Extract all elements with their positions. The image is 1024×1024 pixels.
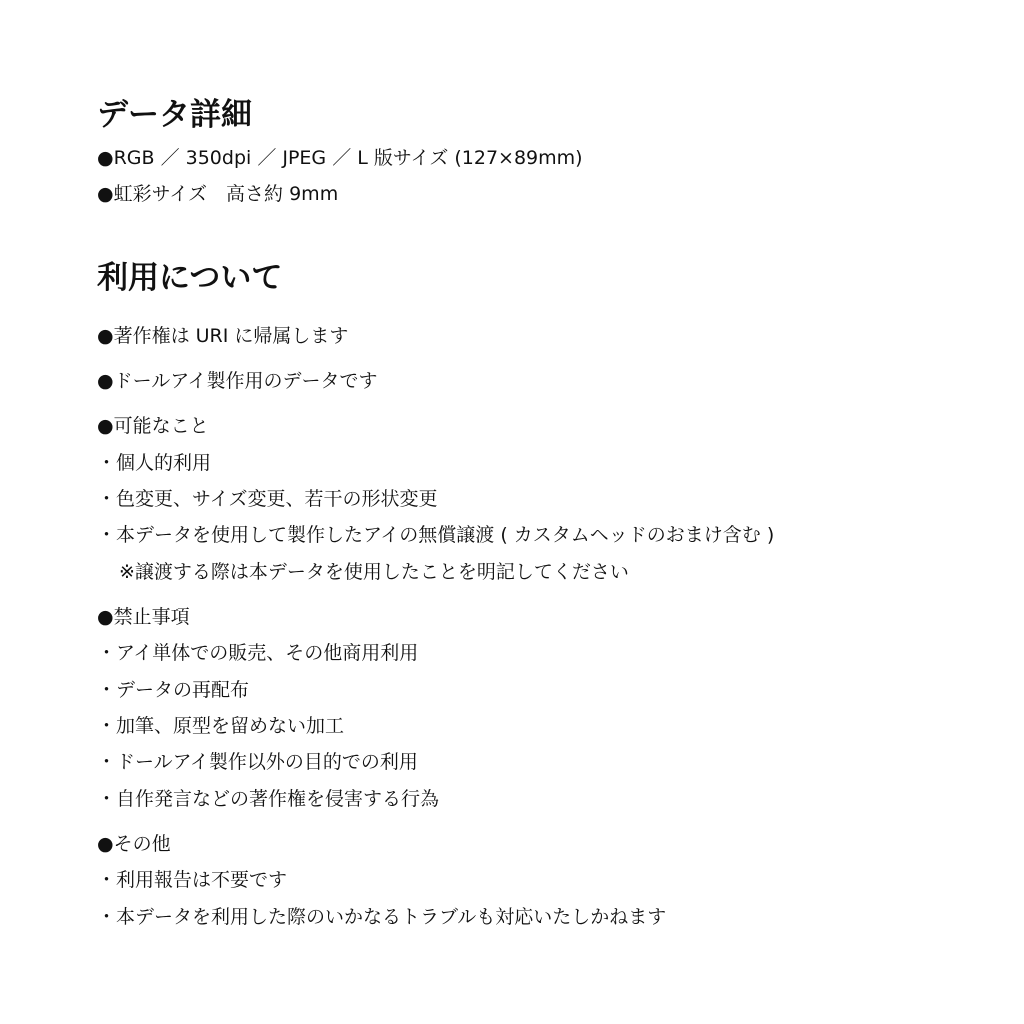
allowed-title: ●可能なこと [97,415,209,437]
prohibited-item: ・加筆、原型を留めない加工 [97,715,345,737]
allowed-item: ・色変更、サイズ変更、若干の形状変更 [97,488,438,510]
data-detail-heading: データ詳細 [97,97,252,133]
other-item: ・利用報告は不要です [97,869,288,891]
prohibited-item: ・データの再配布 [97,679,250,701]
allowed-item: ・本データを使用して製作したアイの無償譲渡 ( カスタムヘッドのおまけ含む ) [97,524,775,546]
allowed-note: ※譲渡する際は本データを使用したことを明記してください [119,561,629,583]
doll-eye-line: ●ドールアイ製作用のデータです [97,370,378,392]
copyright-line: ●著作権は URI に帰属します [97,325,349,347]
other-item: ・本データを利用した際のいかなるトラブルも対応いたしかねます [97,906,667,928]
usage-heading: 利用について [97,260,283,296]
prohibited-title: ●禁止事項 [97,606,190,628]
prohibited-item: ・ドールアイ製作以外の目的での利用 [97,751,418,773]
data-spec-line: ●RGB ／ 350dpi ／ JPEG ／ L 版サイズ (127×89mm) [97,147,583,169]
prohibited-item: ・アイ単体での販売、その他商用利用 [97,642,419,664]
allowed-item: ・個人的利用 [97,452,212,474]
prohibited-item: ・自作発言などの著作権を侵害する行為 [97,788,440,810]
iris-size-line: ●虹彩サイズ 高さ約 9mm [97,183,339,205]
other-title: ●その他 [97,833,171,855]
